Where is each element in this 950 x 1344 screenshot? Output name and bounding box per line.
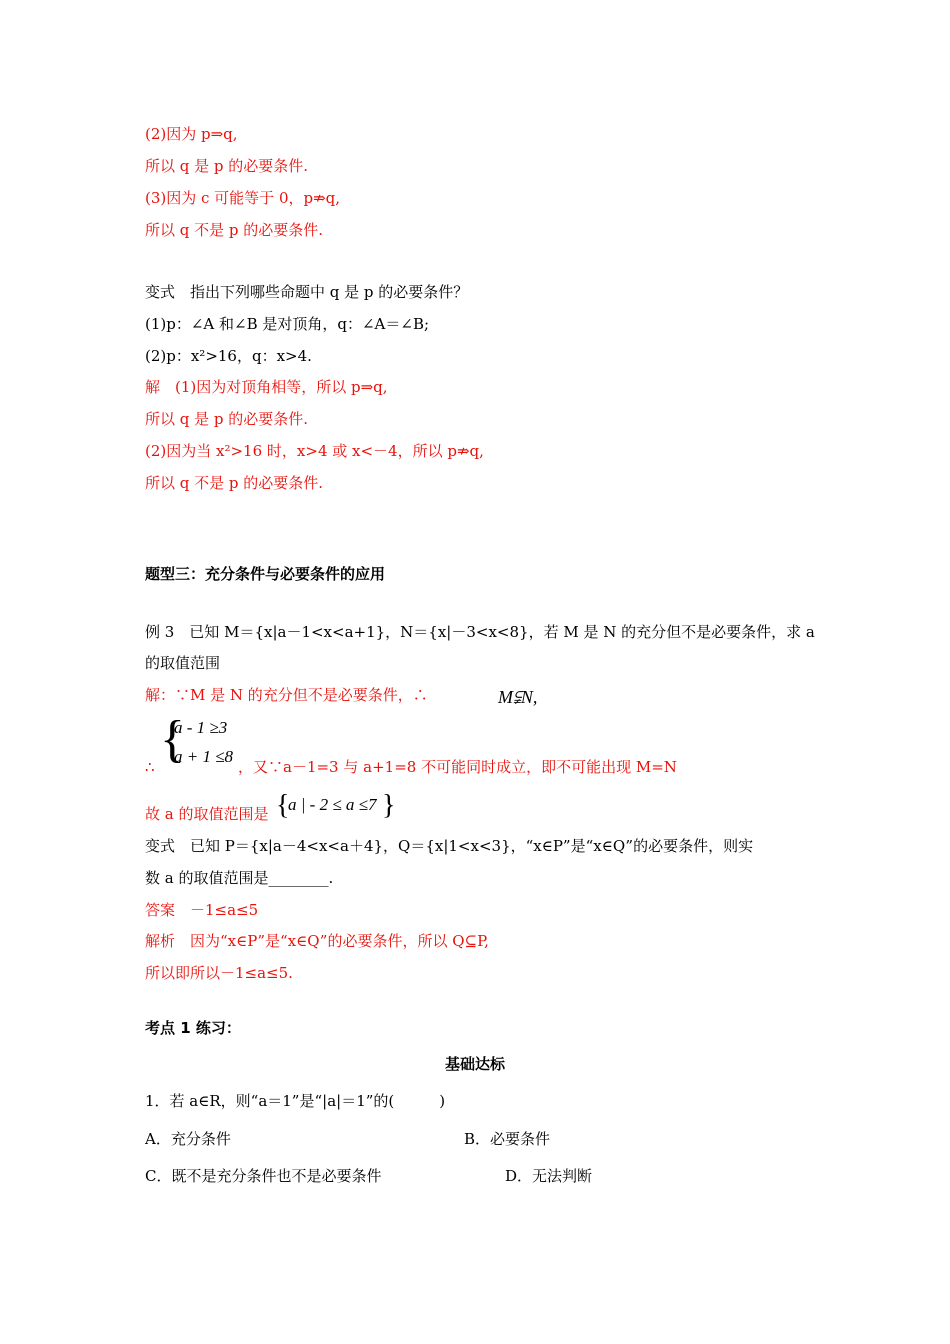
solution-line: ，又∵a－1=3 与 a+1=8 不可能同时成立，即不可能出现 M=N	[238, 758, 677, 776]
text-line: (1)p：∠A 和∠B 是对顶角，q：∠A＝∠B;	[145, 315, 430, 333]
section-heading: 题型三：充分条件与必要条件的应用	[145, 565, 386, 583]
answer-line: 答案 －1≤a≤5	[145, 901, 259, 919]
option-b: B．必要条件	[464, 1130, 551, 1148]
question-1: 1．若 a∈R，则“a＝1”是“|a|＝1”的( )	[145, 1092, 446, 1110]
analysis-line: 所以即所以－1≤a≤5.	[145, 964, 293, 982]
variant-question: 变式 已知 P＝{x|a－4<x<a＋4}，Q＝{x|1<x<3}，“x∈P”是“x∈Q”的必要条件，则实	[145, 837, 754, 855]
text-line: 所以 q 是 p 的必要条件.	[145, 157, 309, 175]
brace-icon: {	[160, 711, 185, 768]
solution-line: 解 (1)因为对顶角相等，所以 p⇒q,	[145, 378, 388, 396]
subsection-title: 基础达标	[444, 1055, 505, 1073]
subset-formula: M⫋N,	[498, 687, 538, 707]
analysis-line: 解析 因为“x∈P”是“x∈Q”的必要条件，所以 Q⊆P,	[145, 932, 489, 950]
example-question: 例 3 已知 M＝{x|a－1<x<a+1}，N＝{x|－3<x<8}，若 M 是 N 的充分但不是必要条件，求 a	[145, 623, 815, 641]
range-formula: a | - 2 ≤ a ≤7	[288, 795, 377, 814]
set-brace-left-icon: {	[276, 790, 290, 821]
system-line-1: a - 1 ≥3	[174, 718, 228, 737]
practice-heading: 考点 1 练习：	[145, 1019, 241, 1037]
text-line: 数 a 的取值范围是________.	[145, 869, 334, 887]
text-line: 所以 q 不是 p 的必要条件.	[145, 221, 324, 239]
system-line-2: a + 1 ≤8	[174, 747, 234, 766]
solution-line: 所以 q 是 p 的必要条件.	[145, 410, 309, 428]
text-line: (2)因为 p⇒q,	[145, 125, 238, 143]
text-line: 的取值范围	[145, 654, 221, 672]
text-line: (3)因为 c 可能等于 0，p⇏q,	[145, 189, 341, 207]
option-d: D．无法判断	[505, 1167, 593, 1185]
option-c: C．既不是充分条件也不是必要条件	[145, 1167, 382, 1185]
solution-line: 解：∵M 是 N 的充分但不是必要条件，∴	[145, 686, 428, 704]
option-a: A．充分条件	[145, 1130, 231, 1148]
solution-line: 故 a 的取值范围是	[145, 805, 269, 823]
variant-question: 变式 指出下列哪些命题中 q 是 p 的必要条件？	[145, 283, 469, 301]
set-brace-right-icon: }	[382, 790, 396, 821]
solution-line: 所以 q 不是 p 的必要条件.	[145, 474, 324, 492]
solution-line: (2)因为当 x²>16 时，x>4 或 x<－4，所以 p⇏q,	[145, 442, 484, 460]
therefore-symbol: ∴	[145, 758, 155, 776]
text-line: (2)p：x²>16，q：x>4.	[145, 347, 312, 365]
